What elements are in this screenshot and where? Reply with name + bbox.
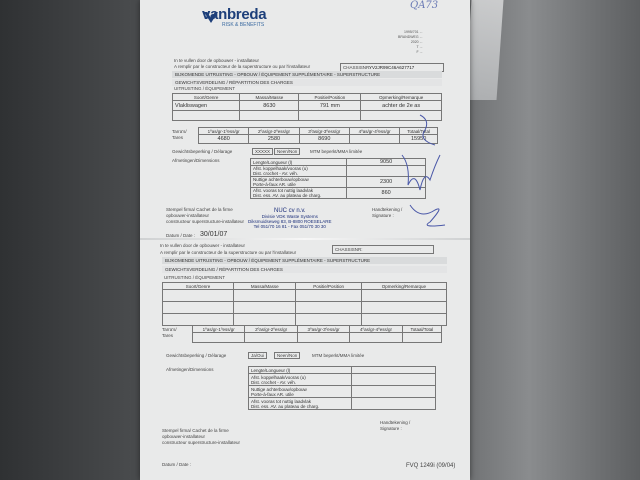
- handwritten-code: QA73: [410, 0, 439, 11]
- s2-col-remarque: Opmerking/Remarque: [361, 283, 446, 290]
- s2-instruction-fr: A remplir par le constructeur de la superstructure ou par l'installateur: [160, 250, 297, 255]
- s1-dim-row-1: Lengte/Longueur (l): [251, 159, 347, 166]
- s2-axle-h3: 3ºas/gr-3ºess/gr: [297, 326, 349, 333]
- s2-chassis-box: [332, 245, 434, 254]
- s1-dims-label: Afmetingen/Dimensions: [172, 158, 220, 163]
- s1-axle-h1: 1ºas/gr-1ºess/gr: [199, 128, 249, 135]
- s1-cell-remarque: achter de 2e as: [361, 101, 442, 111]
- s1-axle-v2: 2580: [249, 135, 299, 144]
- s2-dim-row-2: Afst. koppelhaak/vooras (u) Dist. crochet - AV. véh.: [249, 374, 352, 386]
- s2-dim-row-4: Afst. vooras tot nuttig laadvlak Dist. ess. AV. au plateau de charg.: [249, 398, 352, 410]
- s2-limit-label: Gewichtsbeperking / Délarage: [166, 353, 227, 358]
- s2-title-bar: BIJKOMENDE UITRUSTING - OPBOUW / ÉQUIPEMENT SUPPLÉMENTAIRE - SUPERSTRUCTURE: [162, 257, 447, 264]
- address-block: 1995/701 ... BRANDWEG ... 2020 ... T ... F ...: [398, 30, 423, 54]
- s2-stamp-label-2: opbouwer-installateur: [162, 434, 206, 439]
- s2-equip-label: UITRUSTING / ÉQUIPEMENT: [164, 275, 226, 280]
- s1-tares-label: Tarra's/ Tares: [172, 129, 187, 140]
- s2-limit-opt2: Neen/Non: [274, 352, 300, 359]
- s2-limit-opt1: Ja/Oui: [248, 352, 267, 359]
- s2-subtitle-bar: GEWICHTSVERDELING / RÉPARTITION DES CHARGES: [162, 266, 447, 273]
- s2-dims-table: [248, 366, 436, 410]
- s1-instruction-nl: In te vullen door de opbouwer - installateur: [174, 58, 260, 63]
- s1-title-bar: BIJKOMENDE UITRUSTING - OPBOUW / ÉQUIPEMENT SUPPLÉMENTAIRE - SUPERSTRUCTURE: [172, 71, 442, 78]
- s1-dim-val-3: 2300: [347, 177, 426, 188]
- s2-col-position: Positie/Position: [296, 283, 361, 290]
- s2-stamp-label-3: constructeur superstructure-installateur: [162, 440, 241, 445]
- s1-dim-row-2: Afst. koppelhaak/vooras (u) Dist. crochet - AV. véh.: [251, 166, 347, 177]
- s1-dim-row-4: Afst. vooras tot nuttig laadvlak Dist. ess. AV. au plateau de charg.: [251, 188, 347, 199]
- s1-stamp-label-3: constructeur superstructure-installateur: [166, 219, 245, 224]
- s2-axle-h1: 1ºas/gr-1ºess/gr: [193, 326, 245, 333]
- background-left: [0, 0, 142, 480]
- s1-dim-row-3: Nuttige achterbouw/opbouw Porte-à-faux AR. utile: [251, 177, 347, 188]
- s2-date-label: Datum / Date :: [162, 462, 192, 467]
- s1-date-label: Datum / Date :: [166, 233, 196, 238]
- s1-cell-masse: 8630: [240, 101, 299, 111]
- s1-company-stamp: NUC cv n.v. Divisie VDK Waste Systems Diksmuidseweg 83, B-8800 ROESELARE Tel 051/70 16 81 - Fax 051/70 30 30: [248, 208, 332, 229]
- s1-equip-label: UITRUSTING / ÉQUIPEMENT: [174, 86, 236, 91]
- s1-col-masse: Massa/Masse: [240, 94, 299, 101]
- s2-axle-h2: 2ºas/gr-2ºess/gr: [245, 326, 297, 333]
- s1-date-value: 30/01/07: [200, 231, 228, 238]
- s2-axle-total-h: Totaal/Total: [402, 326, 441, 333]
- logo-tagline: RISK & BENEFITS: [222, 22, 265, 28]
- s1-axle-total-h: Totaal/Total: [400, 128, 438, 135]
- s2-axle-h4: 4ºas/gr-4ºess/gr: [350, 326, 402, 333]
- paper-fold: [140, 238, 470, 240]
- s2-stamp-label-1: Stempel firma/ Cachet de la firme: [162, 428, 229, 433]
- s2-mtm-label: MTM beperkt/MMA limitée: [312, 353, 365, 358]
- s2-dims-label: Afmetingen/Dimensions: [166, 367, 214, 372]
- s1-axle-total: 15950: [400, 135, 438, 144]
- s1-sign-label-1: Handtekening /: [372, 207, 403, 212]
- s2-instruction-nl: In te vullen door de opbouwer - installateur: [160, 243, 246, 248]
- s1-subtitle-bar: GEWICHTSVERDELING / RÉPARTITION DES CHARGES: [172, 79, 442, 86]
- s1-chassis-value: YV2JR99C46A627717: [369, 65, 415, 70]
- s1-dim-val-1: 9050: [347, 159, 426, 166]
- s1-limit-label: Gewichtsbeperking / Délarage: [172, 149, 233, 154]
- s1-dim-val-4: 860: [347, 188, 426, 199]
- s1-chassis-label: CHASSISNR:: [343, 65, 371, 70]
- s1-axle-h4: 4ºas/gr-4ºess/gr: [349, 128, 399, 135]
- s1-instruction-fr: A remplir par le constructeur de la superstructure ou par l'installateur: [174, 64, 311, 69]
- s1-axle-h3: 3ºas/gr-3ºess/gr: [299, 128, 349, 135]
- s2-sign-label-2: Signature :: [380, 426, 402, 431]
- s2-dim-row-1: Lengte/Longueur (l): [249, 367, 352, 374]
- s2-dim-row-3: Nuttige achterbouw/opbouw Porte-à-faux AR. utile: [249, 386, 352, 398]
- s1-col-genre: Soort/Genre: [173, 94, 240, 101]
- s1-limit-opt2: Neen/Non: [274, 148, 300, 155]
- s2-tares-label: Tarra's/ Tares: [162, 327, 177, 338]
- s1-stamp-label-1: Stempel firma/ Cachet de la firme: [166, 207, 233, 212]
- s2-chassis-label: CHASSISNR:: [335, 247, 363, 252]
- s1-col-position: Positie/Position: [299, 94, 361, 101]
- document-page: [140, 0, 470, 480]
- s1-axle-v1: 4680: [199, 135, 249, 144]
- vanbreda-logo: vanbreda: [202, 6, 267, 23]
- s2-col-genre: Soort/Genre: [163, 283, 234, 290]
- form-code: FVQ 1249i (09/04): [406, 463, 456, 469]
- s1-col-remarque: Opmerking/Remarque: [361, 94, 442, 101]
- s1-cell-position: 791 mm: [299, 101, 361, 111]
- s1-mtm-label: MTM beperkt/MMA limitée: [310, 149, 363, 154]
- s1-stamp-label-2: opbouwer-installateur: [166, 213, 210, 218]
- s2-axle-table: [192, 325, 442, 343]
- s2-col-masse: Massa/Masse: [234, 283, 296, 290]
- s1-cell-genre: Vlakliswagen: [173, 101, 240, 111]
- s1-axle-v3: 8690: [299, 135, 349, 144]
- s1-signature: [390, 110, 450, 230]
- s1-axle-h2: 2ºas/gr-2ºess/gr: [249, 128, 299, 135]
- s1-limit-opt1: XXXXX: [252, 148, 273, 155]
- s2-sign-label-1: Handtekening /: [380, 420, 411, 425]
- s2-equipment-table: [162, 282, 447, 326]
- s1-sign-label-2: Signature :: [372, 213, 394, 218]
